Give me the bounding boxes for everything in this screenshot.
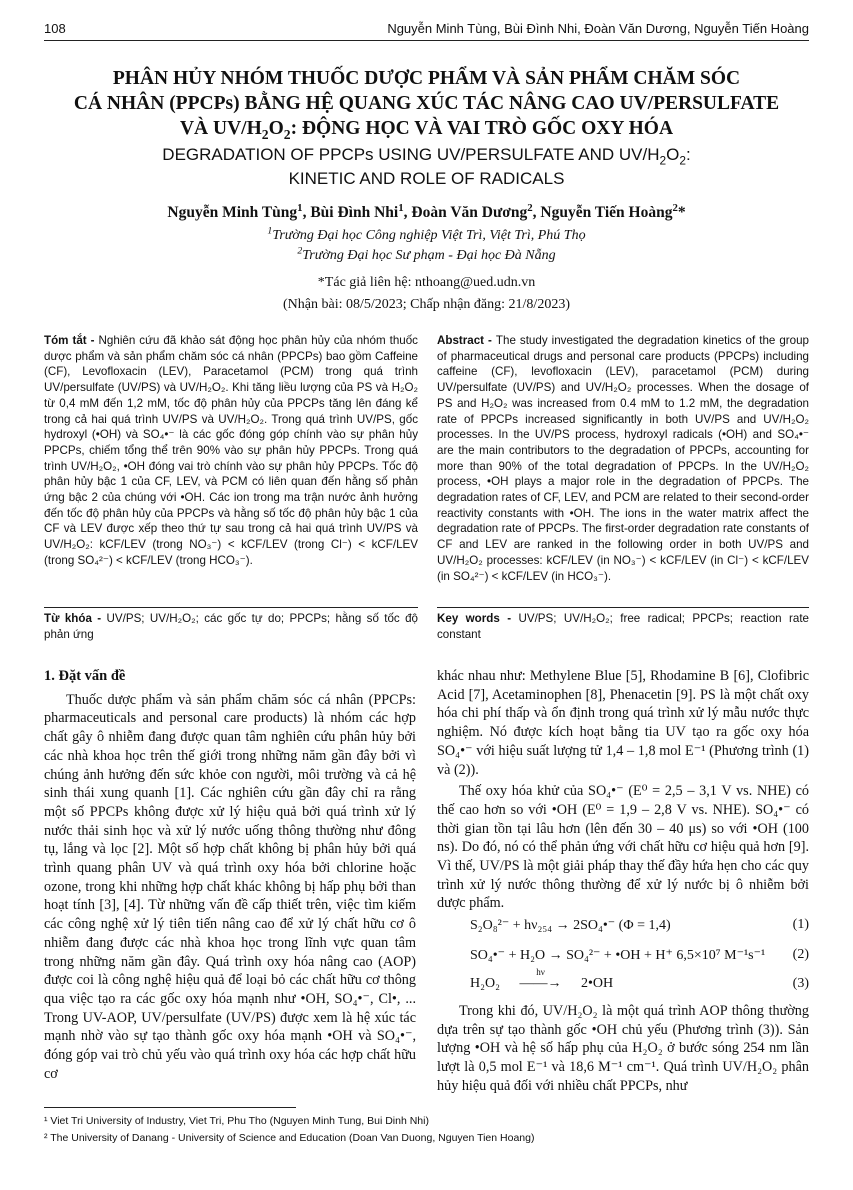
body-right-column [437, 667, 809, 913]
equation-2-number: (2) [792, 947, 809, 962]
footnote-1: ¹ Viet Tri University of Industry, Viet Tri, Phu Tho (Nguyen Minh Tung, Bui Dinh Nhi) [44, 1115, 429, 1127]
body-right-column-continued [437, 1002, 809, 1096]
footnote-2: ² The University of Danang - University of Science and Education (Doan Van Duong, Nguyen Tien Hoang) [44, 1132, 535, 1144]
section-heading: 1. Đặt vấn đề [44, 668, 126, 684]
abstract-vi-divider [44, 607, 418, 608]
abstract-vi-text: Nghiên cứu đã khảo sát động học phân hủy của nhóm thuốc dược phẩm và sản phẩm chăm sóc cá nhân (PPCPs) bao gồm Caffeine (CF), Levofloxacin (LEV), Paracetamol (PCM) trong quá trình UV/persulfate (UV/PS) và UV/H₂O₂. Khi tăng liều lượng của PS và H₂O₂ từ 0,4 mM đến 1,2 mM, tốc độ phân hủy của PPCPs tăng lên đáng kể trong cả hai quá trình UV/PS và UV/H₂O₂. Trong quá trình UV/PS, gốc hydroxyl (•OH) và SO₄•⁻ là các gốc đóng góp chính vào sự phân hủy PPCPs, chiếm tổng thể trên 90% vào sự phân hủy PPCPs. Trong quá trình UV/H₂O₂, •OH đóng vai trò chính vào sự phân hủy PPCPs. Tốc độ phân hủy bậc 1 của CF, LEV, và PCM có liên quan đến hằng số phản ứng bậc 2 của chúng với •OH. Các ion trong ma trận nước ảnh hưởng đến tốc độ phân hủy của PPCPs và hằng số tốc độ phân hủy bậc 1 của CF và LEV được xếp theo thứ tự sau trong cả hai quá trình UV/PS và UV/H₂O₂: kCF/LEV (trong NO₃⁻) < kCF/LEV (trong Cl⁻) < kCF/LEV (trong SO₄²⁻) < kCF/LEV (trong HCO₃⁻). [44, 334, 418, 567]
author-list: Nguyễn Minh Tùng$^1$, Bùi Đình Nhi$^1$, Đoàn Văn Dương$^2$, Nguyễn Tiến Hoàng$^2$* [167, 201, 686, 221]
title-en-line1: DEGRADATION OF PPCPs USING UV/PERSULFATE AND $UV/H_2O_2$: [162, 145, 691, 168]
author-4: Nguyễn Tiến Hoàng [540, 204, 673, 221]
corresponding-email[interactable]: nthoang@ued.udn.vn [414, 275, 536, 290]
title-vi-line2: CÁ NHÂN (PPCPs) BẰNG HỆ QUANG XÚC TÁC NÂNG CAO UV/PERSULFATE [73, 93, 780, 114]
corresponding-author: *Tác giả liên hệ: nthoang@ued.udn.vn [317, 275, 536, 290]
title-vietnamese [60, 66, 793, 141]
author-3: Đoàn Văn Dương [411, 204, 528, 221]
equation-1-number: (1) [792, 917, 809, 932]
abstract-en-text: The study investigated the degradation kinetics of the group of pharmaceutical drugs and personal care products (PPCPs) including caffeine (CF), levofloxacin (LEV), paracetamol (PCM) during UV/persulfate (UV/PS) and UV/H₂O₂ processes. When the dosage of PS and H₂O₂ was increased from 0.4 mM to 1.2 mM, the degradation rate of PPCPs increased significantly in both UV/PS and UV/H₂O₂ processes. In the UV/PS process, hydroxyl radicals (•OH) and SO₄•⁻ are the main contributors to the degradation of PPCPs, accounting for more than 90% of the total degradation of PPCPs. In the UV/H₂O₂ process, •OH plays a major role in the degradation of PPCPs. The degradation rates of CF, LEV, and PCM are related to their second-order reactivity constants with •OH. The ions in the water matrix affect the degradation rate of PPCPs. The first-order degradation rate constants of CF and LEV are ranked in the following order in both UV/PS and UV/H₂O₂ processes: kCF/LEV (in NO₃⁻) < kCF/LEV (in Cl⁻) < kCF/LEV (in SO₄²⁻) < kCF/LEV (in HCO₃⁻). [437, 334, 809, 583]
footnote-divider [44, 1107, 296, 1108]
abstract-vi-label: Tóm tắt - [44, 334, 99, 347]
equation-3-number: (3) [792, 976, 809, 991]
paragraph-1: Thuốc dược phẩm và sản phẩm chăm sóc cá nhân (PPCPs: pharmaceuticals and personal care products) là nhóm các hợp chất gây ô nhiễm đang được quan tâm nghiên cứu phân hủy bởi các nhà khoa học trên thế giới trong những năm gần đây bởi vì chúng ảnh hưởng đến sức khỏe con người, môi trường và cả hệ sinh thái xung quanh [1]. Các nghiên cứu gần đây chỉ ra rằng một số PPCPs không được xử lý hiệu quả bởi quá trình xử lý nước thải sinh học và xử lý nước uống thông thường như đông tụ, lắng và lọc [2]. Một số hợp chất không bị phân hủy bởi quá trình quang phân UV và quá trình oxy hóa bởi chlorine hoặc ozone, trong khi những hợp chất khác không bị hấp phụ bởi than hoạt tính [3], [4]. Từ những vấn đề cấp thiết trên, việc tìm kiếm các công nghệ xử lý tiên tiến nâng cao để xử lý chất hữu cơ ô nhiễm đang được các nhà khoa học trong lĩnh vực quan tâm trong những năm gần đây. Quá trình oxy hóa nâng cao (AOP) được coi là công nghệ hiệu quả để loại bỏ các chất hữu cơ thông qua việc tạo ra các gốc oxy hóa mạnh như •OH, SO₄•⁻, Cl•, ... Trong UV-AOP, UV/persulfate (UV/PS) được xem là hệ xúc tác mạnh nhờ vào sự tạo thành gốc oxy hóa mạnh •OH và SO₄•⁻, đóng góp vai trò chủ yếu vào quá trình oxy hóa các hợp chất hữu cơ [44, 691, 416, 1082]
title-en-line2: KINETIC AND ROLE OF RADICALS [288, 169, 565, 188]
keywords-english: Key words - UV/PS; UV/H₂O₂; free radical; PPCPs; reaction rate constant [437, 612, 810, 641]
running-header [44, 18, 809, 41]
received-dates: (Nhận bài: 08/5/2023; Chấp nhận đăng: 21/8/2023) [283, 297, 570, 312]
author-2: Bùi Đình Nhi [310, 204, 399, 221]
title-vi-line1: PHÂN HỦY NHÓM THUỐC DƯỢC PHẨM VÀ SẢN PHẨM CHĂM SÓC [112, 68, 741, 89]
abstract-en-label: Abstract - [437, 334, 496, 347]
affiliation-1: $^1$Trường Đại học Công nghiệp Việt Trì, Việt Trì, Phú Thọ [267, 225, 586, 243]
page-number: 108 [44, 21, 66, 36]
abstract-en-divider [437, 607, 809, 608]
title-vi-line3: VÀ $UV/H_2O_2$: ĐỘNG HỌC VÀ VAI TRÒ GỐC OXY HÓA [179, 118, 674, 142]
paragraph-2: khác nhau như: Methylene Blue [5], Rhodamine B [6], Clofibric Acid [7], Acetaminophen [8], Phenacetin [9]. PS là một chất oxy hóa chi phí thấp và ổn định trong quá trình xử lý mẫu nước thực nghiệm. Nó được kích hoạt bằng tia UV tạo ra gốc oxy hóa SO₄•⁻ với hiệu suất lượng tử 1,4 – 1,8 mol E⁻¹ (Phương trình (1) và (2)). [437, 668, 809, 778]
equation-3: H₂O₂ hν ——→ 2•OH (3) [470, 967, 809, 991]
affiliation-2: $^2$Trường Đại học Sư phạm - Đại học Đà Nẵng [297, 245, 556, 263]
equation-1: S₂O₈²⁻ + hν₂₅₄ → 2SO₄•⁻ (Φ = 1,4) (1) [470, 917, 809, 933]
paragraph-4: Trong khi đó, UV/H₂O₂ là một quá trình AOP thông thường dựa trên sự tạo thành gốc •OH chủ yếu (Phương trình (3)). Sản lượng •OH và hệ số hấp phụ của H₂O₂ ở bước sóng 254 nm lần lượt là 0,5 mol E⁻¹ và 18,6 M⁻¹ cm⁻¹. Quá trình UV/H₂O₂ phân hủy hiệu quả đối với nhiều chất PPCPs, như [437, 1003, 809, 1094]
author-1: Nguyễn Minh Tùng [167, 204, 298, 221]
title-english [60, 143, 793, 191]
running-authors: Nguyễn Minh Tùng, Bùi Đình Nhi, Đoàn Văn Dương, Nguyễn Tiến Hoàng [387, 21, 809, 36]
body-left-column [44, 667, 416, 1083]
equation-2: SO₄•⁻ + H₂O → SO₄²⁻ + •OH + H⁺ 6,5×10⁷ M⁻¹s⁻¹ (2) [470, 947, 809, 963]
paragraph-3: Thế oxy hóa khử của SO₄•⁻ (E⁰ = 2,5 – 3,1 V vs. NHE) có thế cao hơn so với •OH (E⁰ = 1,9 – 2,8 V vs. NHE). SO₄•⁻ có thời gian tồn tại lâu hơn (lên đến 30 – 40 μs) so với •OH (100 ns). Do đó, nó có thể phản ứng với chất hữu cơ hiệu quả hơn [9]. Vì thế, UV/PS là một giải pháp thay thế đầy hứa hẹn cho các quy trình xử lý nước thông thường để xử lý nước bị ô nhiễm bởi dược phẩm. [437, 783, 809, 912]
abstract-vietnamese [44, 333, 418, 569]
keywords-vietnamese: Từ khóa - UV/PS; UV/H₂O₂; các gốc tự do; PPCPs; hằng số tốc độ phản ứng [44, 612, 418, 641]
abstract-english [437, 333, 809, 584]
